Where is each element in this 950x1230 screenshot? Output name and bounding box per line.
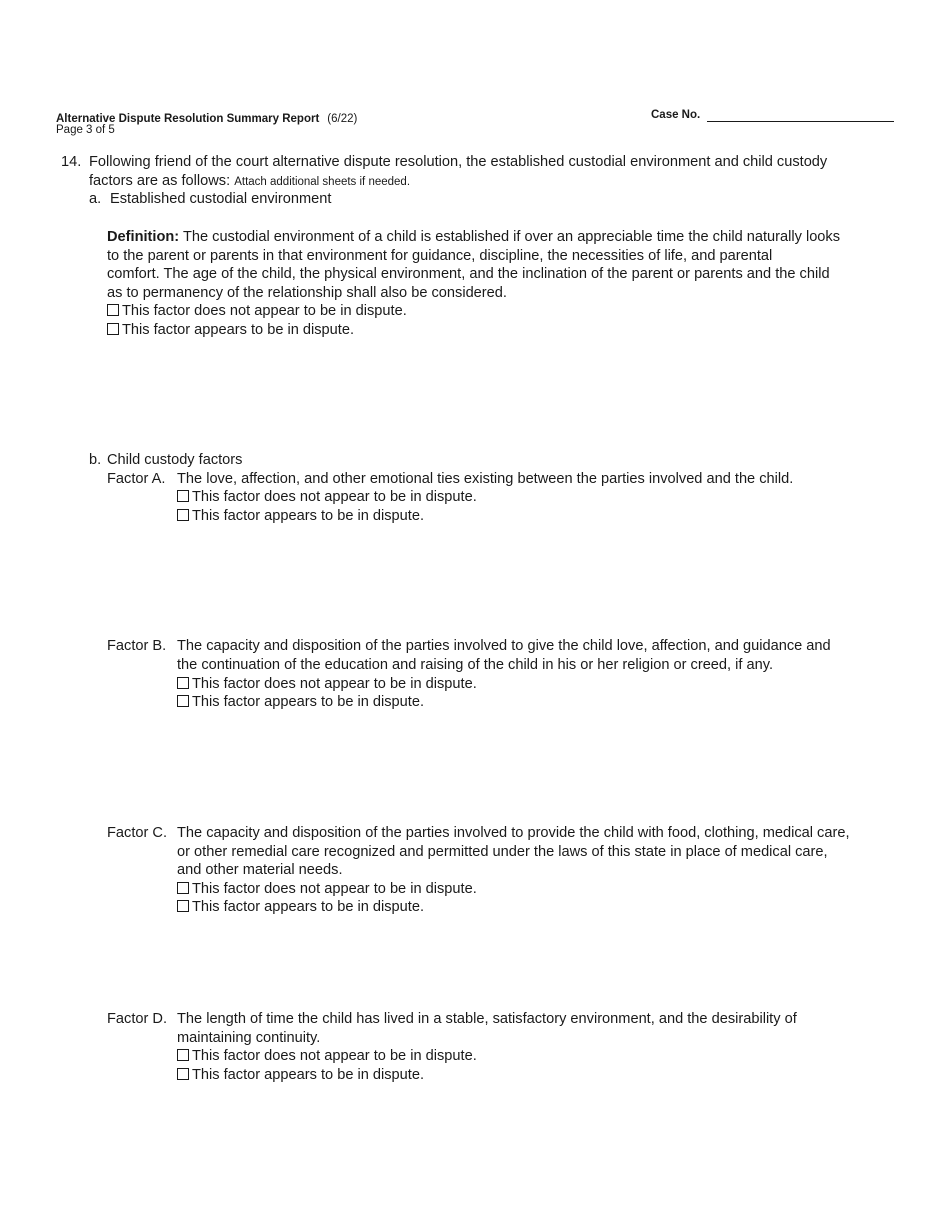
factor-c-option-dispute[interactable] xyxy=(177,898,424,917)
factor-c-text-line-1: The capacity and disposition of the parties involved to provide the child with food, clothing, medical care, xyxy=(177,825,850,841)
checkbox[interactable] xyxy=(107,304,119,316)
attach-note: Attach additional sheets if needed. xyxy=(234,176,411,188)
factor-a-option-not-dispute[interactable] xyxy=(177,488,477,507)
checkbox[interactable] xyxy=(177,677,189,689)
factor-b-text-line-1: The capacity and disposition of the parties involved to give the child love, affection, and guidance and xyxy=(177,638,831,654)
definition-line-3: comfort. The age of the child, the physical environment, and the inclination of the parent or parents and the child xyxy=(107,266,830,282)
factor-c-text-line-3: and other material needs. xyxy=(177,862,343,878)
checkbox[interactable] xyxy=(177,1068,189,1080)
section-a-heading: Established custodial environment xyxy=(110,191,332,207)
checkbox[interactable] xyxy=(177,882,189,894)
factor-c-label: Factor C. xyxy=(107,825,168,841)
checkbox[interactable] xyxy=(177,900,189,912)
checkbox[interactable] xyxy=(177,490,189,502)
factor-a-option-dispute[interactable] xyxy=(177,507,424,526)
option-label: This factor appears to be in dispute. xyxy=(122,322,355,338)
factor-b-option-dispute[interactable] xyxy=(177,693,424,712)
factor-d-text-line-1: The length of time the child has lived in a stable, satisfactory environment, and the desirability of xyxy=(177,1011,797,1027)
factor-d-text-line-2: maintaining continuity. xyxy=(177,1030,321,1046)
definition-line-4: as to permanency of the relationship shall also be considered. xyxy=(107,285,507,301)
item-number: 14. xyxy=(61,154,82,170)
factor-c-option-not-dispute[interactable] xyxy=(177,880,477,899)
definition-label: Definition: xyxy=(107,229,180,245)
factor-b-label: Factor B. xyxy=(107,638,167,654)
factor-a-text-line-1: The love, affection, and other emotional ties existing between the parties involved and the child. xyxy=(177,471,794,487)
factor-d-option-dispute[interactable] xyxy=(177,1066,424,1085)
item-intro-line-1: Following friend of the court alternative dispute resolution, the established custodial environment and child custody xyxy=(89,154,828,170)
factor-b-option-not-dispute[interactable] xyxy=(177,675,477,694)
checkbox[interactable] xyxy=(177,695,189,707)
definition-text-1: The custodial environment of a child is established if over an appreciable time the child naturally looks xyxy=(179,229,841,245)
checkbox[interactable] xyxy=(107,323,119,335)
option-label: This factor appears to be in dispute. xyxy=(192,899,425,915)
section-b-heading: Child custody factors xyxy=(107,452,243,468)
factor-d-label: Factor D. xyxy=(107,1011,168,1027)
factor-c-text-line-2: or other remedial care recognized and permitted under the laws of this state in place of medical care, xyxy=(177,844,828,860)
option-label: This factor does not appear to be in dispute. xyxy=(192,1048,477,1064)
option-label: This factor does not appear to be in dispute. xyxy=(192,676,477,692)
option-label: This factor appears to be in dispute. xyxy=(192,694,425,710)
definition-line-2: to the parent or parents in that environment for guidance, discipline, the necessities of life, and parental xyxy=(107,248,773,264)
factor-a-label: Factor A. xyxy=(107,471,166,487)
section-a-option-dispute[interactable] xyxy=(107,321,354,340)
option-label: This factor appears to be in dispute. xyxy=(192,508,425,524)
definition-line-1 xyxy=(107,228,840,247)
factor-d-option-not-dispute[interactable] xyxy=(177,1047,477,1066)
form-title: Alternative Dispute Resolution Summary Report xyxy=(56,113,320,125)
page-number: Page 3 of 5 xyxy=(56,124,115,136)
form-revision: (6/22) xyxy=(327,113,358,125)
section-b-marker: b. xyxy=(89,452,102,468)
item-intro-line-2 xyxy=(89,172,410,192)
option-label: This factor does not appear to be in dispute. xyxy=(192,489,477,505)
case-number-field[interactable] xyxy=(707,121,894,122)
option-label: This factor does not appear to be in dispute. xyxy=(122,303,407,319)
section-a-option-not-dispute[interactable] xyxy=(107,302,407,321)
checkbox[interactable] xyxy=(177,509,189,521)
option-label: This factor appears to be in dispute. xyxy=(192,1067,425,1083)
factor-b-text-line-2: the continuation of the education and raising of the child in his or her religion or creed, if any. xyxy=(177,657,774,673)
item-intro-text: factors are as follows: xyxy=(89,173,231,189)
option-label: This factor does not appear to be in dispute. xyxy=(192,881,477,897)
case-number-label: Case No. xyxy=(651,109,701,121)
section-a-marker: a. xyxy=(89,191,102,207)
checkbox[interactable] xyxy=(177,1049,189,1061)
